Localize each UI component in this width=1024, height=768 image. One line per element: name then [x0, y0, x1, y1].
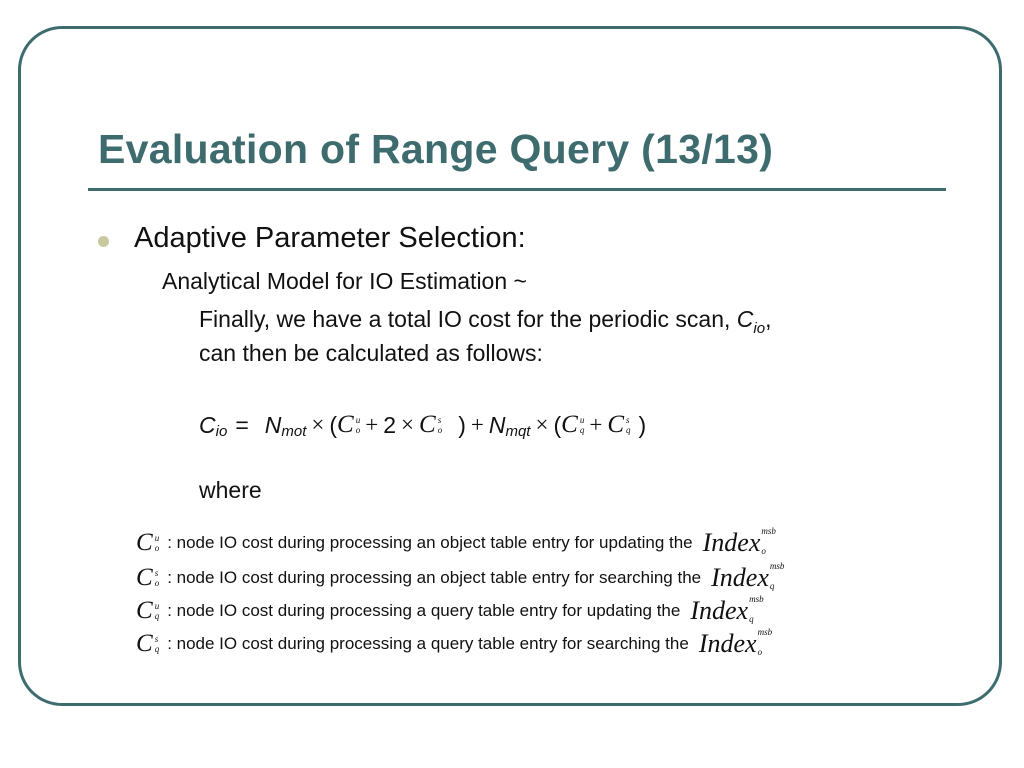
body-line-2: can then be calculated as follows:: [199, 340, 543, 366]
formula-lhs: C: [199, 411, 216, 438]
def-symbol: C u o: [136, 529, 160, 556]
def-text: : node IO cost during processing an object table entry for updating the: [167, 533, 693, 552]
def-text: : node IO cost during processing an object table entry for searching the: [167, 568, 702, 587]
body-comma: ,: [765, 306, 772, 332]
formula-lparen-1: (: [329, 411, 338, 438]
def-symbol: C u q: [136, 597, 160, 624]
where-label: where: [199, 477, 262, 503]
formula-lparen-2: (: [553, 411, 562, 438]
definition-c-o-u: [136, 528, 776, 558]
formula-c-o-s: C s o: [419, 411, 443, 438]
body-cio-symbol: C: [736, 306, 754, 332]
definition-c-q-u: [136, 596, 764, 626]
def-symbol: C s q: [136, 630, 160, 657]
formula-c-o-u: C u o: [337, 411, 361, 438]
slide-title: Evaluation of Range Query (13/13): [98, 126, 774, 172]
def-index-term: Index msb o: [702, 526, 776, 557]
formula-times-1: ×: [311, 412, 325, 437]
formula-n-mot-sub: mot: [281, 422, 307, 440]
formula-two: 2: [383, 411, 397, 438]
def-text: : node IO cost during processing a query table entry for updating the: [167, 601, 681, 620]
definition-c-o-s: [136, 563, 784, 593]
formula-c-q-u: C u q: [561, 411, 585, 438]
bullet-text: Adaptive Parameter Selection:: [134, 222, 526, 254]
bullet-dot-icon: [98, 236, 109, 247]
def-index-term: Index msb o: [698, 627, 773, 658]
formula-plus-3: +: [589, 412, 603, 437]
formula-plus-2: +: [470, 412, 484, 437]
io-cost-formula: [199, 402, 646, 448]
body-line-1-text: Finally, we have a total IO cost for the periodic scan,: [199, 306, 737, 332]
body-line-1: [199, 306, 772, 337]
def-text: : node IO cost during processing a query table entry for searching the: [167, 634, 689, 653]
formula-c-q-s: C s q: [607, 411, 631, 438]
formula-rparen-2: ): [638, 411, 647, 438]
formula-lhs-sub: io: [215, 422, 228, 440]
definition-c-q-s: [136, 629, 772, 659]
formula-n-mqt-sub: mqt: [505, 422, 531, 440]
subheading: Analytical Model for IO Estimation ~: [162, 268, 527, 294]
def-symbol: C s o: [136, 564, 160, 591]
body-cio-subscript: io: [753, 320, 766, 337]
formula-rparen-1: ): [458, 411, 466, 438]
formula-equals: =: [235, 411, 249, 438]
formula-plus-1: +: [365, 412, 379, 437]
formula-times-2: ×: [401, 412, 414, 437]
title-underline: [88, 188, 946, 191]
def-index-term: Index msb q: [690, 594, 764, 625]
def-index-term: Index msb q: [711, 561, 785, 592]
formula-n-mot: N: [264, 411, 282, 438]
formula-n-mqt: N: [488, 411, 506, 438]
formula-times-3: ×: [535, 412, 549, 437]
